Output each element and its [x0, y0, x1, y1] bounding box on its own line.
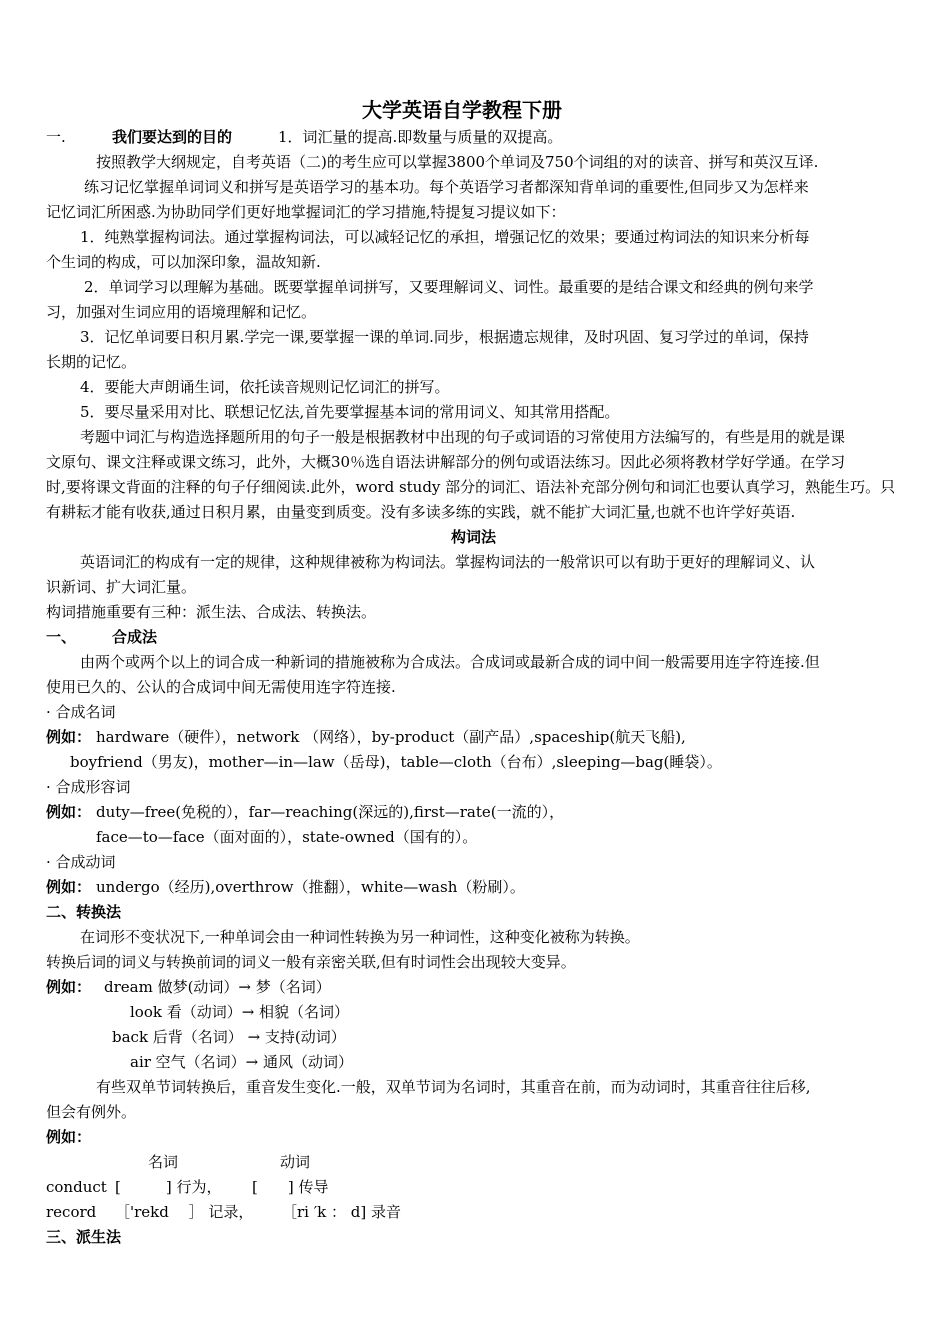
- compound-noun-example-1: hardware（硬件），network （网络），by-product（副产品）,spaceship(航天飞船),: [96, 728, 686, 746]
- compound-heading: 合成法: [112, 628, 158, 646]
- stress-word-conduct: conduct: [46, 1178, 107, 1196]
- stress-paragraph-line-2: 但会有例外。: [46, 1103, 137, 1121]
- stress-word-record-noun: ［'rekd ］ 记录，: [115, 1203, 254, 1221]
- tip-4: 4．要能大声朗诵生词，依托读音规则记忆词汇的拼写。: [80, 378, 450, 396]
- conversion-heading: 二、转换法: [46, 903, 122, 921]
- derivation-heading: 三、派生法: [46, 1228, 122, 1246]
- tip-2-line-1: 2．单词学习以理解为基础。既要掌握单词拼写，又要理解词义、词性。最重要的是结合课文和经典的例句来学: [84, 278, 814, 296]
- compound-adjective-example-1: duty—free(免税的），far—reaching(深远的),first—rate(一流的），: [96, 803, 565, 821]
- goal-first-point: 1．词汇量的提高.即数量与质量的双提高。: [278, 128, 563, 146]
- section-heading-word-formation: 构词法: [451, 528, 497, 546]
- example-label: 例如：: [46, 728, 92, 746]
- document-title: 大学英语自学教程下册: [362, 98, 562, 122]
- compound-verb-label: · 合成动词: [46, 853, 116, 871]
- stress-word-conduct-noun: [ ] 行为，: [115, 1178, 222, 1196]
- column-header-noun: 名词: [148, 1153, 179, 1171]
- tip-2-line-2: 习，加强对生词应用的语境理解和记忆。: [46, 303, 317, 321]
- tip-3-line-2: 长期的记忆。: [46, 353, 137, 371]
- tip-3-line-1: 3．记忆单词要日积月累.学完一课,要掌握一课的单词.同步，根据遗忘规律，及时巩固、复习学过的单词，保持: [80, 328, 809, 346]
- conversion-example-4: air 空气（名词）→ 通风（动词）: [130, 1053, 354, 1071]
- word-formation-paragraph-line-2: 识新词、扩大词汇量。: [46, 578, 197, 596]
- exam-paragraph-line-1: 考题中词汇与构造选择题所用的句子一般是根据教材中出现的句子或词语的习常使用方法编写的，有些是用的就是课: [80, 428, 846, 446]
- example-label: 例如：: [46, 978, 92, 996]
- conversion-example-1: dream 做梦(动词）→ 梦（名词）: [104, 978, 331, 996]
- exam-paragraph-line-3: 时,要将课文背面的注释的句子仔细阅读.此外，word study 部分的词汇、语法补充部分例句和词汇也要认真学习，熟能生巧。只: [46, 478, 896, 496]
- example-label: 例如：: [46, 1128, 92, 1146]
- goal-heading: 我们要达到的目的: [112, 128, 233, 146]
- compound-paragraph-line-2: 使用已久的、公认的合成词中间无需使用连字符连接.: [46, 678, 396, 696]
- compound-noun-label: · 合成名词: [46, 703, 116, 721]
- word-formation-methods: 构词措施重要有三种：派生法、合成法、转换法。: [46, 603, 377, 621]
- tip-5: 5．要尽量采用对比、联想记忆法,首先要掌握基本词的常用词义、知其常用搭配。: [80, 403, 620, 421]
- exam-paragraph-line-2: 文原句、课文注释或课文练习，此外，大概30％选自语法讲解部分的例句或语法练习。因此必须将教材学好学通。在学习: [46, 453, 846, 471]
- exam-paragraph-line-4: 有耕耘才能有收获,通过日积月累，由量变到质变。没有多读多练的实践，就不能扩大词汇量,也就不也许学好英语.: [46, 503, 796, 521]
- goal-number: 一.: [46, 128, 66, 146]
- stress-paragraph-line-1: 有些双单节词转换后，重音发生变化.一般，双单节词为名词时，其重音在前，而为动词时，其重音往往后移,: [96, 1078, 811, 1096]
- tip-1-line-1: 1．纯熟掌握构词法。通过掌握构词法，可以减轻记忆的承担，增强记忆的效果；要通过构词法的知识来分析每: [80, 228, 810, 246]
- stress-word-record: record: [46, 1203, 97, 1221]
- word-formation-paragraph-line-1: 英语词汇的构成有一定的规律，这种规律被称为构词法。掌握构词法的一般常识可以有助于更好的理解词义、认: [80, 553, 816, 571]
- conversion-paragraph-1: 在词形不变状况下,一种单词会由一种词性转换为另一种词性，这种变化被称为转换。: [80, 928, 640, 946]
- stress-word-conduct-verb: [ ] 传导: [252, 1178, 329, 1196]
- stress-word-record-verb: ［ri ′k ： d] 录音: [282, 1203, 401, 1221]
- conversion-paragraph-2: 转换后词的词义与转换前词的词义一般有亲密关联,但有时词性会出现较大变异。: [46, 953, 576, 971]
- conversion-example-3: back 后背（名词） → 支持(动词）: [112, 1028, 346, 1046]
- example-label: 例如：: [46, 878, 92, 896]
- intro-paragraph-1: 按照教学大纲规定，自考英语（二)的考生应可以掌握3800个单词及750个词组的对的读音、拼写和英汉互译.: [96, 153, 819, 171]
- compound-noun-example-2: boyfriend（男友)，mother—in—law（岳母)，table—cloth（台布）,sleeping—bag(睡袋）。: [70, 753, 722, 771]
- conversion-example-2: look 看（动词）→ 相貌（名词）: [130, 1003, 350, 1021]
- compound-paragraph-line-1: 由两个或两个以上的词合成一种新词的措施被称为合成法。合成词或最新合成的词中间一般需要用连字符连接.但: [80, 653, 820, 671]
- compound-adjective-label: · 合成形容词: [46, 778, 131, 796]
- intro-paragraph-2-line-1: 练习记忆掌握单词词义和拼写是英语学习的基本功。每个英语学习者都深知背单词的重要性,但同步又为怎样来: [84, 178, 809, 196]
- compound-verb-example-1: undergo（经历),overthrow（推翻），white—wash（粉刷）。: [96, 878, 525, 896]
- tip-1-line-2: 个生词的构成，可以加深印象，温故知新.: [46, 253, 321, 271]
- column-header-verb: 动词: [280, 1153, 311, 1171]
- example-label: 例如：: [46, 803, 92, 821]
- intro-paragraph-2-line-2: 记忆词汇所困惑.为协助同学们更好地掌握词汇的学习措施,特提复习提议如下：: [46, 203, 566, 221]
- compound-number: 一、: [46, 628, 77, 646]
- compound-adjective-example-2: face—to—face（面对面的），state-owned（国有的）。: [96, 828, 478, 846]
